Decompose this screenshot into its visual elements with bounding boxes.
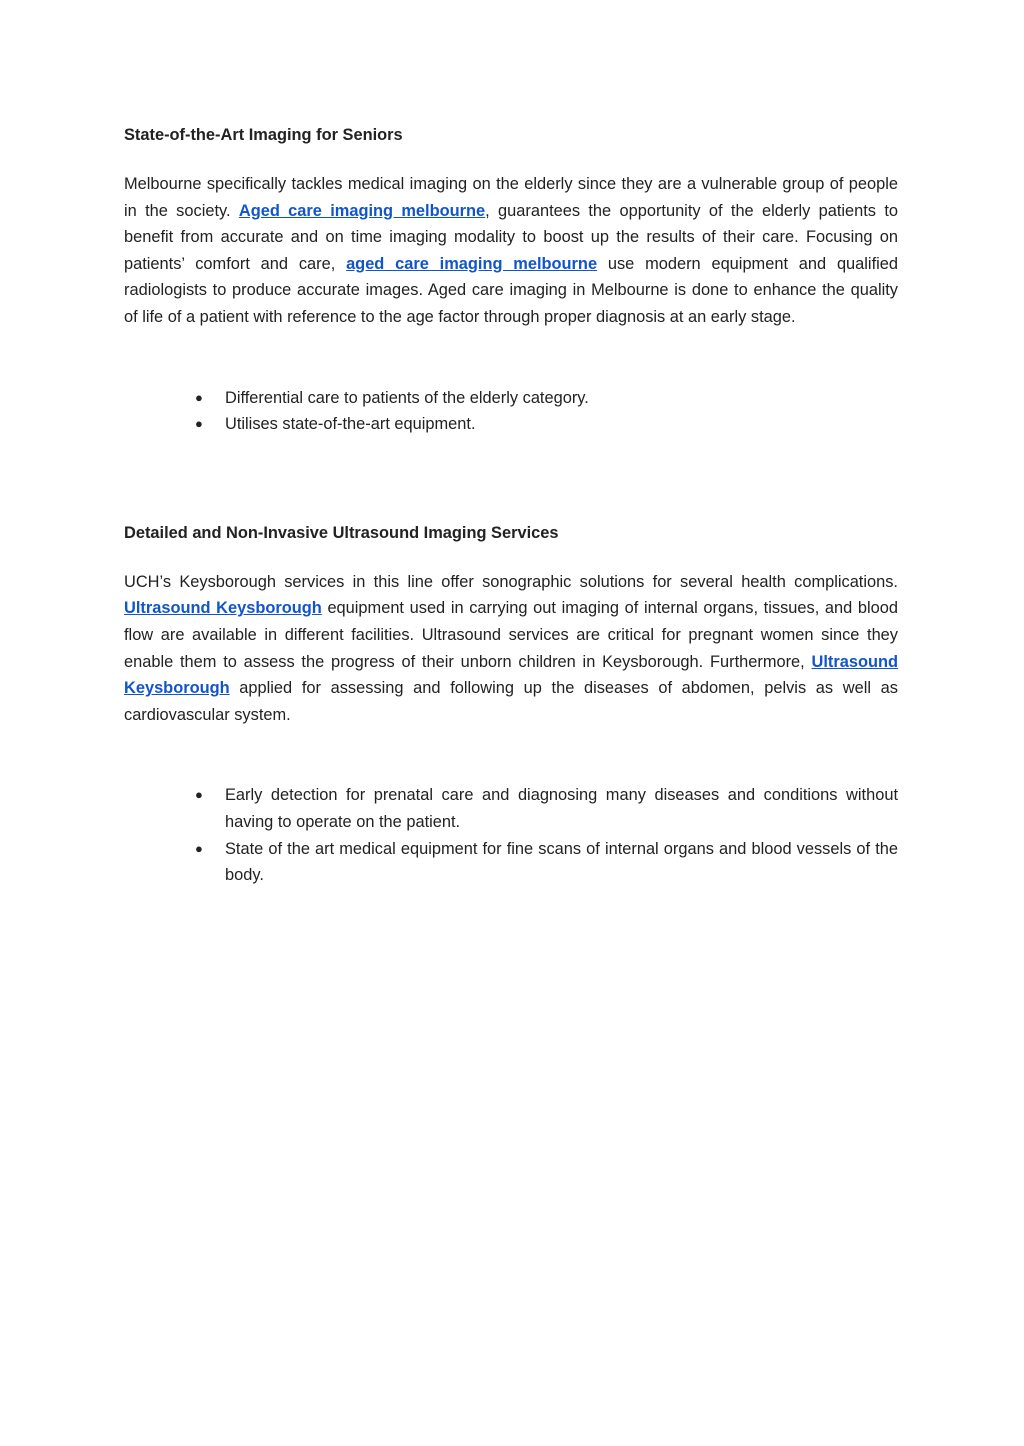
list-item-text: Differential care to patients of the elderly category. — [225, 388, 589, 407]
list-item-text: Utilises state-of-the-art equipment. — [225, 415, 476, 434]
link-aged-care-imaging-melbourne-2[interactable]: aged care imaging melbourne — [346, 254, 598, 273]
paragraph-text: , guarantees the opportunity of the elderly patients to benefit from accurate and on time imaging modality to boost up the results of their care. Focusing on patients’ comfort and care, — [124, 201, 898, 273]
list-item-text: State of the art medical equipment for fine scans of internal organs and blood vessels of the body. — [225, 839, 898, 885]
paragraph-text: UCH’s Keysborough services in this line offer sonographic solutions for several health complications. — [124, 572, 898, 591]
bullet-list-ultrasound — [124, 782, 898, 888]
bullet-icon: ● — [195, 787, 203, 803]
link-ultrasound-keysborough[interactable]: Ultrasound Keysborough — [124, 599, 322, 618]
paragraph-text: applied for assessing and following up the diseases of abdomen, pelvis as well as cardiovascular system. — [124, 679, 898, 724]
list-item — [195, 385, 898, 412]
paragraph-ultrasound — [124, 569, 898, 729]
section-heading-ultrasound: Detailed and Non-Invasive Ultrasound Imaging Services — [124, 523, 559, 542]
list-item-text: Early detection for prenatal care and diagnosing many diseases and conditions without having to operate on the patient. — [225, 786, 898, 831]
bullet-icon: ● — [195, 389, 203, 405]
document-page — [124, 120, 898, 889]
bullet-list-seniors — [124, 385, 898, 438]
paragraph-text: use modern equipment and qualified radiologists to produce accurate images. Aged care imaging in Melbourne is done to enhance the quality of life of a patient with reference to the age factor through proper diagnosis at an early stage. — [124, 254, 898, 326]
link-aged-care-imaging-melbourne[interactable]: Aged care imaging melbourne — [238, 201, 486, 220]
paragraph-text: equipment used in carrying out imaging of internal organs, tissues, and blood flow are available in different facilities. Ultrasound services are critical for pregnant women since they enable them to assess the progress of their unborn children in Keysborough. Furthermore, — [124, 599, 898, 671]
bullet-icon: ● — [195, 416, 203, 432]
section-heading-seniors: State-of-the-Art Imaging for Seniors — [124, 126, 403, 144]
list-item — [195, 411, 898, 438]
link-ultrasound-keysborough-2[interactable]: Ultrasound Keysborough — [124, 652, 898, 698]
list-item — [195, 836, 898, 889]
list-item — [195, 782, 898, 835]
paragraph-text: Melbourne specifically tackles medical imaging on the elderly since they are a vulnerable group of people in the society. — [124, 175, 898, 220]
paragraph-aged-care — [124, 171, 898, 331]
bullet-icon: ● — [195, 840, 203, 856]
